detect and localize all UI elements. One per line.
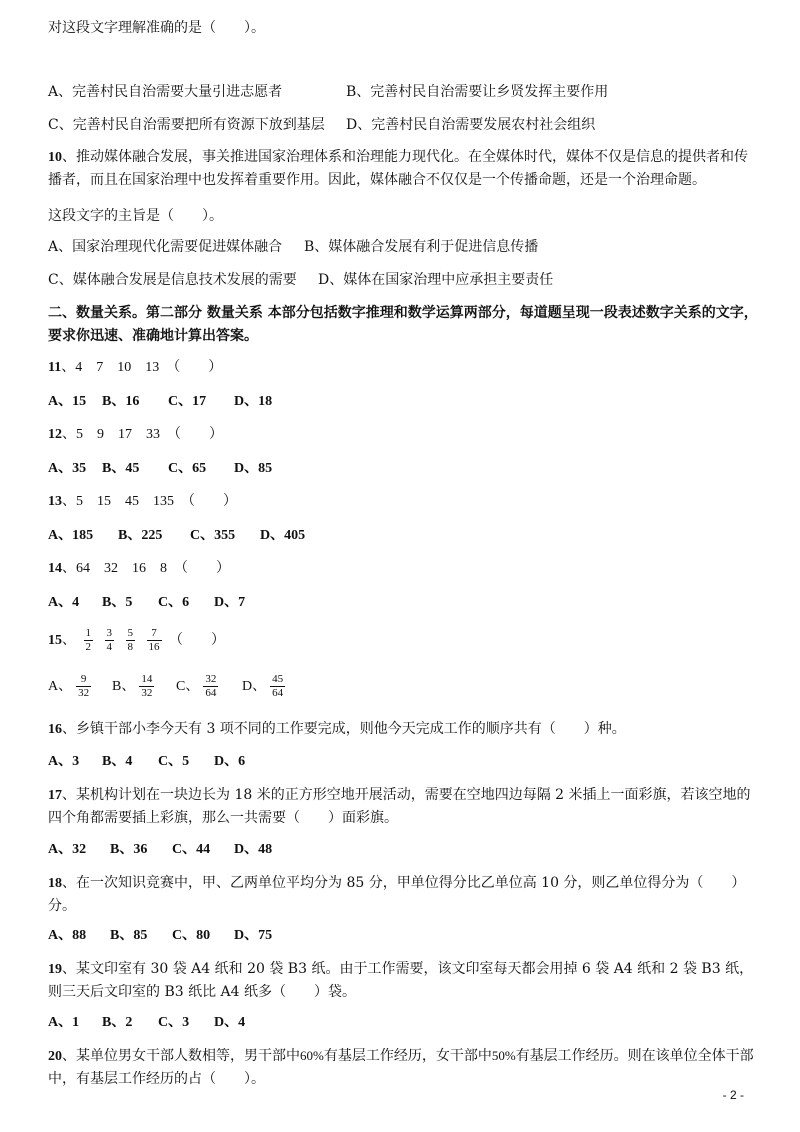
q10-text: 、推动媒体融合发展，事关推进国家治理体系和治理能力现代化。在全媒体时代，媒体不仅是信息的提供者和传播者，而且在国家治理中也发挥着重要作用。因此，媒体融合不仅仅是一个传播命题，还是一个治理命题。: [48, 149, 748, 188]
q14-stem: [48, 559, 760, 579]
q14-option-c: C、6: [158, 595, 190, 610]
q15-fraction-4-num: 7: [151, 627, 157, 640]
q15-option-a-fraction: [76, 673, 91, 700]
q15-fraction-1: [84, 627, 94, 654]
q15-fraction-3: [126, 627, 136, 654]
q13-number: 13: [48, 494, 62, 509]
q15-option-c-num: 32: [205, 673, 217, 686]
q10-number: 10: [48, 150, 62, 165]
q19-option-a: A、1: [48, 1015, 80, 1030]
q19-option-b: B、2: [102, 1015, 133, 1030]
q15-option-c-label: C、: [176, 679, 200, 694]
q15-option-b-fraction: [139, 673, 154, 700]
q10-option-c: C、媒体融合发展是信息技术发展的需要: [48, 272, 297, 288]
q13-sequence: 5 15 45 135 （ ）: [76, 494, 237, 509]
q20-percent-male: 60%: [300, 1048, 324, 1063]
q12-option-c: C、65: [168, 461, 207, 476]
q15-option-d: [242, 673, 289, 701]
q20-text-b: 有基层工作经历，女干部中: [323, 1048, 492, 1064]
q20-stem: [48, 1044, 760, 1091]
q15-blank: （ ）: [169, 633, 225, 648]
q12-option-d: D、85: [234, 461, 273, 476]
q15-option-a-den: 32: [78, 687, 90, 700]
q15-fraction-2: [105, 627, 115, 654]
q14-sequence: 64 32 16 8 （ ）: [76, 561, 230, 576]
q12-option-b: B、45: [102, 461, 140, 476]
q15-fraction-4-den: 16: [148, 641, 160, 654]
q19-stem: [48, 958, 760, 1004]
q11-option-d: D、18: [234, 394, 273, 409]
q19-number: 19: [48, 962, 62, 977]
q9-option-d: D、完善村民自治需要发展农村社会组织: [346, 117, 596, 133]
q19-text: 、某文印室有 30 袋 A4 纸和 20 袋 B3 纸。由于工作需要，该文印室每天都会用掉 6 袋 A4 纸和 2 袋 B3 纸，则三天后文印室的 B3 纸比 A4 纸多（ ）袋。: [48, 961, 754, 1000]
q15-option-a-label: A、: [48, 679, 73, 694]
q14-option-d: D、7: [214, 595, 246, 610]
q13-stem: [48, 492, 760, 512]
q17-stem: [48, 784, 760, 830]
q15-option-a-num: 9: [80, 673, 87, 686]
q9-question: 对这段文字理解准确的是（ ）。: [48, 20, 265, 36]
q15-option-d-num: 45: [272, 673, 284, 686]
q16-option-c: C、5: [158, 754, 190, 769]
q11-sep: 、: [61, 360, 76, 375]
q20-text-c: 有基层工作经历。则在该单位全体干部中，有基层工作经历的占（ ）。: [48, 1048, 754, 1087]
q17-option-a: A、32: [48, 842, 87, 857]
q11-sequence: 4 7 10 13 （ ）: [75, 360, 223, 375]
q13-sep: 、: [62, 494, 76, 509]
q10-question: 这段文字的主旨是（ ）。: [48, 208, 223, 224]
q15-option-d-label: D、: [242, 679, 267, 694]
q19-option-c: C、3: [158, 1015, 190, 1030]
q15-fraction-2-num: 3: [106, 627, 112, 640]
q15-fraction-3-den: 8: [127, 641, 133, 654]
q15-fraction-2-den: 4: [106, 641, 112, 654]
q17-number: 17: [48, 788, 62, 803]
q18-number: 18: [48, 876, 62, 891]
q9-option-c: C、完善村民自治需要把所有资源下放到基层: [48, 117, 325, 133]
q18-option-a: A、88: [48, 928, 87, 943]
q18-text: 、在一次知识竞赛中，甲、乙两单位平均分为 85 分，甲单位得分比乙单位高 10 分，则乙单位得分为（ ）分。: [48, 875, 746, 914]
q17-text: 、某机构计划在一块边长为 18 米的正方形空地开展活动，需要在空地四边每隔 2 米插上一面彩旗，若该空地的四个角都需要插上彩旗，那么一共需要（ ）面彩旗。: [48, 787, 751, 826]
q20-percent-female: 50%: [491, 1048, 516, 1063]
q15-option-d-den: 64: [272, 687, 284, 700]
q18-option-d: D、75: [234, 928, 273, 943]
q11-option-b: B、16: [102, 394, 140, 409]
q12-sequence: 5 9 17 33 （ ）: [76, 427, 223, 442]
q15-option-b-label: B、: [112, 679, 136, 694]
q19-option-d: D、4: [214, 1015, 246, 1030]
q13-option-d: D、405: [260, 528, 306, 543]
q13-option-a: A、185: [48, 528, 94, 543]
q20-text-a: 、某单位男女干部人数相等，男干部中: [62, 1048, 300, 1064]
q10-stem: [48, 146, 760, 192]
q17-option-c: C、44: [172, 842, 211, 857]
q15-number: 15: [48, 633, 62, 648]
q9-option-b: B、完善村民自治需要让乡贤发挥主要作用: [346, 84, 609, 100]
q18-option-c: C、80: [172, 928, 211, 943]
q15-option-c-den: 64: [205, 687, 217, 700]
q14-sep: 、: [62, 561, 76, 576]
q9-option-a: A、完善村民自治需要大量引进志愿者: [48, 84, 283, 100]
q18-stem: [48, 872, 760, 918]
q14-option-a: A、4: [48, 595, 80, 610]
q15-fraction-3-num: 5: [127, 627, 133, 640]
q15-option-c-fraction: [203, 673, 218, 700]
q10-option-b: B、媒体融合发展有利于促进信息传播: [304, 239, 539, 255]
q11-option-a: A、15: [48, 394, 87, 409]
q15-sep: 、: [62, 633, 76, 648]
q15-option-d-fraction: [270, 673, 285, 700]
q10-option-d: D、媒体在国家治理中应承担主要责任: [318, 272, 554, 288]
q15-fraction-4: [147, 627, 162, 654]
q11-option-c: C、17: [168, 394, 207, 409]
q12-sep: 、: [62, 427, 76, 442]
q13-option-b: B、225: [118, 528, 163, 543]
section-heading: 二、数量关系。第二部分 数量关系 本部分包括数字推理和数学运算两部分，每道题呈现一段表述数字关系的文字，要求你迅速、准确地计算出答案。: [48, 305, 758, 344]
q18-option-b: B、85: [110, 928, 148, 943]
q13-option-c: C、355: [190, 528, 236, 543]
q14-number: 14: [48, 561, 62, 576]
q15-option-c: [176, 673, 222, 701]
q16-stem: [48, 719, 760, 740]
q16-option-a: A、3: [48, 754, 80, 769]
q16-option-b: B、4: [102, 754, 133, 769]
q10-option-a: A、国家治理现代化需要促进媒体融合: [48, 239, 283, 255]
q15-option-b-num: 14: [141, 673, 153, 686]
q12-number: 12: [48, 427, 62, 442]
q16-option-d: D、6: [214, 754, 246, 769]
q15-fraction-1-den: 2: [85, 641, 91, 654]
q17-option-d: D、48: [234, 842, 273, 857]
q15-option-a: [48, 673, 95, 701]
q12-stem: [48, 425, 760, 445]
q11-number: 11: [48, 360, 62, 375]
q16-number: 16: [48, 722, 62, 737]
page-number: - 2 -: [722, 1088, 744, 1102]
q11-stem: [48, 358, 760, 378]
q16-text: 、乡镇干部小李今天有 3 项不同的工作要完成，则他今天完成工作的顺序共有（ ）种。: [62, 721, 626, 737]
q20-number: 20: [48, 1049, 62, 1064]
q15-option-b-den: 32: [141, 687, 153, 700]
q12-option-a: A、35: [48, 461, 87, 476]
q15-option-b: [112, 673, 158, 701]
q15-stem: [48, 627, 760, 655]
q14-option-b: B、5: [102, 595, 133, 610]
q17-option-b: B、36: [110, 842, 148, 857]
q15-fraction-1-num: 1: [85, 627, 91, 640]
